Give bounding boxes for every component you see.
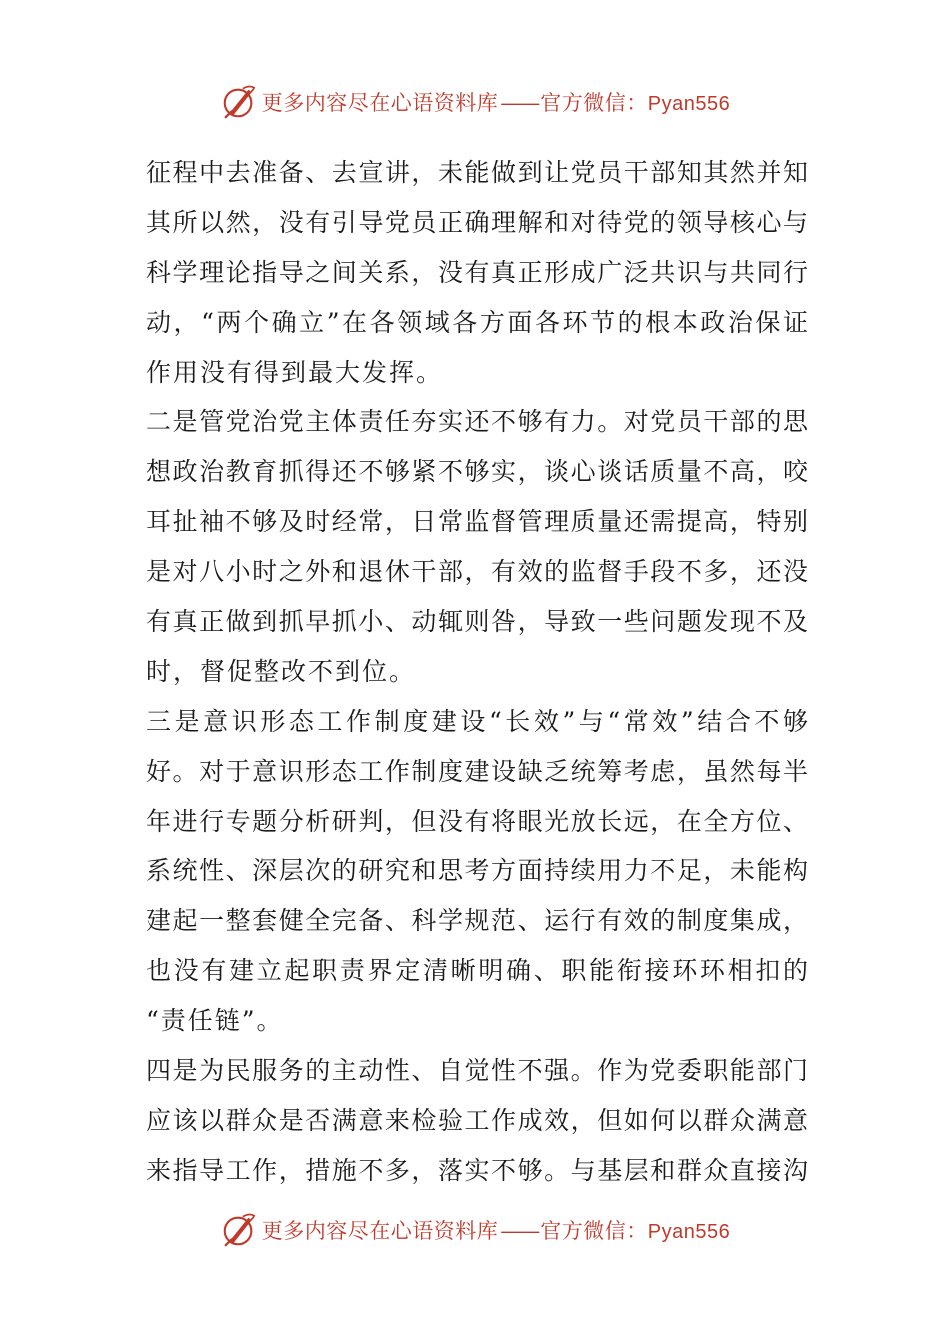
header-banner-prefix: 更多内容尽在心语资料库: [261, 91, 499, 115]
footer-banner: [0, 1208, 950, 1252]
body-line-2: 其所以然，没有引导党员正确理解和对待党的领导核心与: [146, 207, 808, 237]
footer-banner-account: Pyan556: [647, 1221, 731, 1243]
footer-banner-label: 官方微信：: [540, 1219, 648, 1243]
body-line-12: 三是意识形态工作制度建设“长效”与“常效”结合不够: [146, 706, 808, 736]
body-line-5: 作用没有得到最大发挥。: [146, 357, 444, 387]
body-line-4: 动，“两个确立”在各领域各方面各环节的根本政治保证: [146, 307, 808, 337]
body-line-9: 是对八小时之外和退休干部，有效的监督手段不多，还没: [146, 557, 808, 587]
body-line-10: 有真正做到抓早抓小、动辄则咎，导致一些问题发现不及: [146, 607, 808, 637]
body-line-3: 科学理论指导之间关系，没有真正形成广泛共识与共同行: [146, 257, 808, 287]
header-banner-text: [262, 87, 730, 117]
footer-banner-dash: ——: [500, 1219, 539, 1243]
body-line-20: 应该以群众是否满意来检验工作成效，但如何以群众满意: [146, 1105, 808, 1135]
header-banner-account: Pyan556: [647, 93, 731, 115]
body-line-18: “责任链”。: [146, 1006, 284, 1036]
footer-banner-text: [262, 1215, 730, 1245]
body-line-19: 四是为民服务的主动性、自觉性不强。作为党委职能部门: [146, 1056, 808, 1086]
body-line-7: 想政治教育抓得还不够紧不够实，谈心谈话质量不高，咬: [146, 457, 808, 487]
body-line-16: 建起一整套健全完备、科学规范、运行有效的制度集成，: [146, 906, 808, 936]
body-line-17: 也没有建立起职责界定清晰明确、职能衔接环环相扣的: [146, 956, 808, 986]
body-line-21: 来指导工作，措施不多，落实不够。与基层和群众直接沟: [146, 1155, 808, 1185]
body-line-15: 系统性、深层次的研究和思考方面持续用力不足，未能构: [146, 856, 808, 886]
body-line-13: 好。对于意识形态工作制度建设缺乏统筹考虑，虽然每半: [146, 756, 808, 786]
body-line-6: 二是管党治党主体责任夯实还不够有力。对党员干部的思: [146, 407, 808, 437]
footer-banner-prefix: 更多内容尽在心语资料库: [261, 1219, 499, 1243]
body-line-8: 耳扯袖不够及时经常，日常监督管理质量还需提高，特别: [146, 507, 808, 537]
document-body: [146, 148, 808, 1196]
quill-pen-logo-icon: [220, 83, 258, 121]
body-line-11: 时，督促整改不到位。: [146, 656, 417, 686]
header-banner: [0, 80, 950, 124]
quill-pen-logo-icon: [220, 1211, 258, 1249]
body-line-1: 征程中去准备、去宣讲，未能做到让党员干部知其然并知: [146, 158, 808, 187]
header-banner-dash: ——: [500, 91, 539, 115]
header-banner-label: 官方微信：: [540, 91, 648, 115]
body-line-14: 年进行专题分析研判，但没有将眼光放长远，在全方位、: [146, 806, 808, 836]
